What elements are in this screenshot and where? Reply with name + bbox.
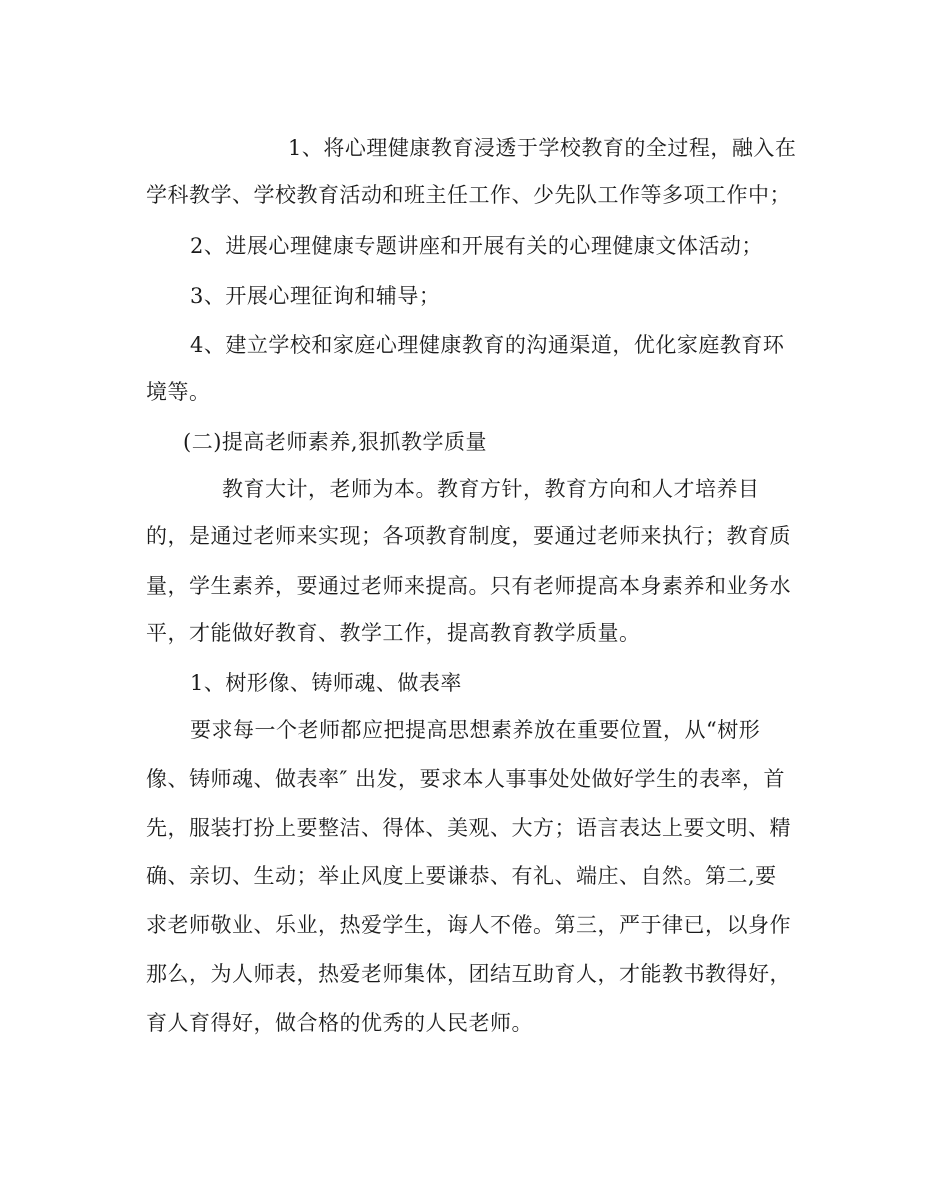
paragraph-3-line-1: 3、开展心理征询和辅导； [190,284,441,308]
paragraph-4-line-1: 4、建立学校和家庭心理健康教育的沟通渠道，优化家庭教育环 [190,333,785,357]
section-heading: (二)提高老师素养,狠抓教学质量 [183,430,488,454]
subheading-1: 1、树形像、铸师魂、做表率 [190,671,462,695]
paragraph-6-line-4: 确、亲切、生动；举止风度上要谦恭、有礼、端庄、自然。第二,要 [146,864,777,888]
paragraph-6-line-7: 育人育得好，做合格的优秀的人民老师。 [146,1011,533,1035]
paragraph-5-line-4: 平，才能做好教育、教学工作，提高教育教学质量。 [146,621,641,645]
paragraph-6-line-5: 求老师敬业、乐业，热爱学生，诲人不倦。第三，严于律已，以身作 [146,913,791,937]
paragraph-5-line-2: 的，是通过老师来实现；各项教育制度，要通过老师来执行；教育质 [146,524,791,548]
paragraph-5-line-1: 教育大计，老师为本。教育方针，教育方向和人才培养目 [222,477,760,501]
paragraph-6-line-2: 像、铸师魂、做表率″ 出发，要求本人事事处处做好学生的表率，首 [146,767,786,791]
paragraph-6-line-3: 先，服装打扮上要整洁、得体、美观、大方；语言表达上要文明、精 [146,816,791,840]
paragraph-2-line-1: 2、进展心理健康专题讲座和开展有关的心理健康文体活动； [190,234,763,258]
paragraph-1-line-2: 学科教学、学校教育活动和班主任工作、少先队工作等多项工作中； [146,183,791,207]
paragraph-6-line-6: 那么，为人师表，热爱老师集体，团结互助育人，才能教书教得好， [146,962,791,986]
paragraph-5-line-3: 量，学生素养，要通过老师来提高。只有老师提高本身素养和业务水 [146,574,791,598]
paragraph-4-line-2: 境等。 [146,380,211,404]
paragraph-1-line-1: 1、将心理健康教育浸透于学校教育的全过程，融入在 [288,136,797,160]
paragraph-6-line-1: 要求每一个老师都应把提高思想素养放在重要位置，从“树形 [190,718,761,742]
